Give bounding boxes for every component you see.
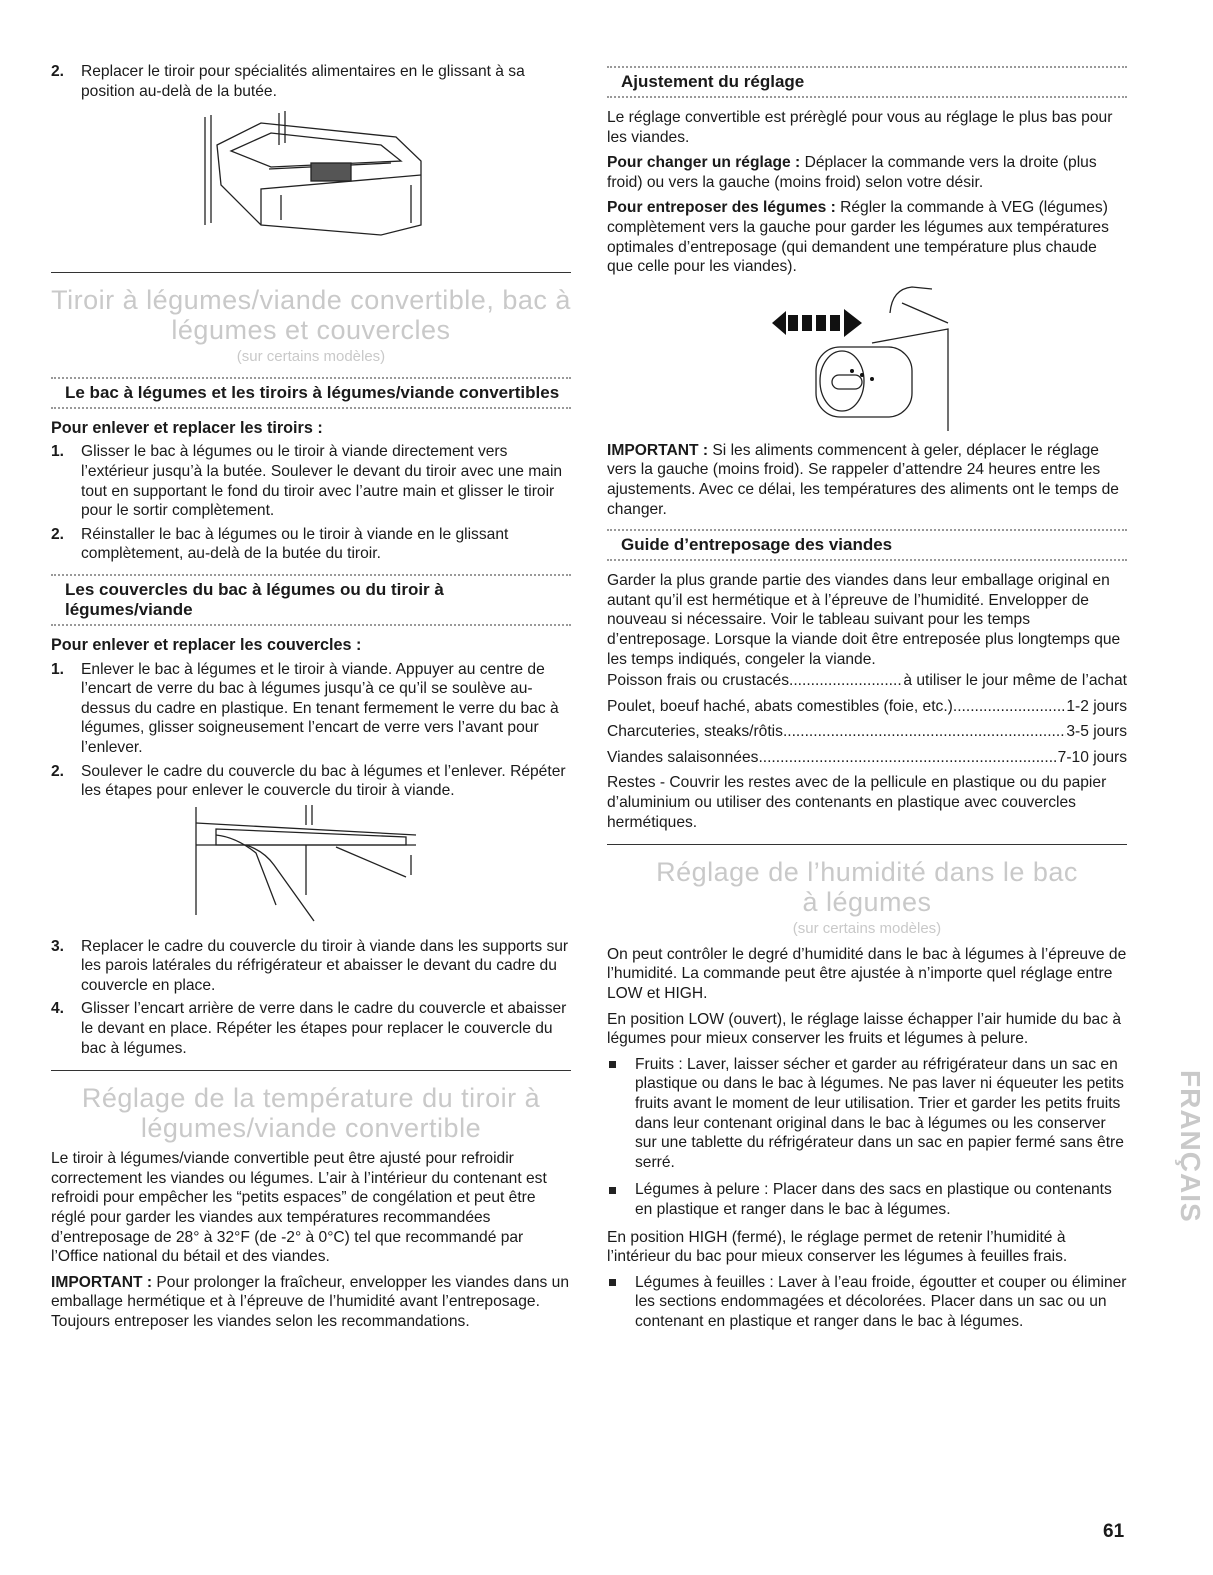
section-note: (sur certains modèles) — [236, 348, 386, 366]
paragraph: En position LOW (ouvert), le réglage laisse échapper l’air humide du bac à légumes pour mieux conserver les fruits et légumes à pelure. — [607, 1010, 1121, 1048]
paragraph: On peut contrôler le degré d’humidité dans le bac à légumes à l’épreuve de l’humidité. La commande peut être ajustée à n’importe quel réglage entre LOW et HIGH. — [607, 945, 1127, 1003]
cover-steps-list-continued — [51, 937, 571, 1059]
cover-illustration — [186, 805, 436, 925]
section-title-line-2: légumes et couvercles — [171, 315, 451, 346]
bullet-icon — [607, 1055, 635, 1173]
right-column — [607, 62, 1127, 1340]
cover-steps-list — [51, 660, 571, 801]
paragraph: IMPORTANT : Si les aliments commencent à geler, déplacer le réglage vers la gauche (moins froid). Se rappeler d’attendre 24 heures entre les ajustements. Avec ce délai, les températures des aliments ont le temps de changer. — [607, 441, 1119, 518]
important-paragraph: IMPORTANT : Pour prolonger la fraîcheur, envelopper les viandes dans un emballage hermétique et à l’épreuve de l’humidité avant l’entreposage. Toujours entreposer les viandes selon les recommandations. — [51, 1273, 570, 1330]
paragraph: En position HIGH (fermé), le réglage permet de retenir l’humidité à l’intérieur du bac pour mieux conserver les légumes à feuilles frais. — [607, 1228, 1068, 1266]
section-divider — [51, 272, 571, 273]
page-number: 61 — [1103, 1521, 1125, 1542]
list-item: Fruits : Laver, laisser sécher et garder au réfrigérateur dans un sac en plastique ou dans le bac à légumes. Ne pas laver ni équeuter les petits fruits avant le moment de leur utilisation. Trier et garder les petits fruits dans leur contenant original dans le bac à légumes ou les conserver sur une tablette du réfrigérateur dans un sac en papier fermé sans être serré. — [607, 1055, 1127, 1173]
subheading-meat-storage-guide: Guide d’entreposage des viandes — [607, 529, 1127, 561]
bullet-list-low — [607, 1055, 1127, 1220]
bullet-list-high — [607, 1273, 1127, 1332]
step-2-replace-drawer: 2. Replacer le tiroir pour spécialités alimentaires en le glissant à sa position au-delà de la butée. — [51, 63, 525, 100]
paragraph: Pour entreposer des légumes : Régler la commande à VEG (légumes) complètement vers la gauche pour garder les légumes aux températures optimales d’entreposage (qui demandent une température plus chaude que celle pour les viandes). — [607, 199, 1109, 276]
section-title-line-1: Réglage de la température du tiroir à — [81, 1083, 541, 1114]
table-row: Viandes salaisonnées ..... 7-10 jours — [607, 748, 1127, 768]
list-item: 2. Réinstaller le bac à légumes ou le tiroir à viande en le glissant complètement, au-delà de la butée du tiroir. — [51, 525, 509, 563]
paragraph: Le réglage convertible est prérèglé pour vous au réglage le plus bas pour les viandes. — [607, 109, 1113, 146]
list-item: Légumes à feuilles : Laver à l’eau froide, égoutter et couper ou éliminer les sections endommagées et décolorées. Placer dans un sac ou un contenant en plastique et ranger dans le bac à légumes. — [607, 1273, 1127, 1332]
paragraph: Garder la plus grande partie des viandes dans leur emballage original en autant qu’il est hermétique et à l’épreuve de l’humidité. Envelopper de nouveau si nécessaire. Voir le tableau suivant pour les temps d’entreposage. Lorsque la viande doit être entreposée plus longtemps que les temps indiqués, congeler la viande. — [607, 572, 1121, 668]
table-row: Charcuteries, steaks/rôtis ..... 3-5 jours — [607, 722, 1127, 742]
section-divider — [607, 844, 1127, 845]
subheading-covers: Les couvercles du bac à légumes ou du tiroir à légumes/viande — [51, 574, 571, 626]
section-title-line-2: légumes/viande convertible — [140, 1113, 482, 1144]
temperature-paragraph: Le tiroir à légumes/viande convertible peut être ajusté pour refroidir correctement les viandes ou légumes. L’air à l’intérieur du contenant est refroidi pour empêcher les “petits espaces” de congélation et peut être réglé pour garder les viandes aux températures recommandées d’entreposage de 28° à 32°F (de -2° à 0°C) tel que recommandé par l’Office national du bétail et des viandes. — [51, 1150, 547, 1266]
procedure-title-covers: Pour enlever et replacer les couvercles : — [51, 635, 362, 654]
section-title-line-1: Réglage de l’humidité dans le bac — [656, 857, 1078, 888]
section-title-line-2: à légumes — [802, 887, 932, 918]
list-item: 1. Glisser le bac à légumes ou le tiroir à viande directement vers l’extérieur jusqu’à la butée. Soulever le devant du tiroir avec une main tout en supportant le fond du tiroir avec l’autre main et glisser le tiroir pour le sortir complètement. — [51, 443, 563, 520]
table-row: Poisson frais ou crustacés ..... à utiliser le jour même de l’achat — [607, 671, 1127, 691]
table-row: Poulet, boeuf haché, abats comestibles (foie, etc.) ..... 1-2 jours — [607, 697, 1127, 717]
section-title-line-1: Tiroir à légumes/viande convertible, bac à — [51, 285, 571, 316]
drawer-illustration — [191, 105, 431, 260]
procedure-title-drawers: Pour enlever et replacer les tiroirs : — [51, 418, 323, 437]
bullet-icon — [607, 1180, 635, 1219]
left-column — [51, 62, 571, 1338]
list-item: Légumes à pelure : Placer dans des sacs en plastique ou contenants en plastique et ranger dans le bac à légumes. — [607, 1180, 1127, 1219]
drawer-steps-list — [51, 442, 571, 564]
paragraph: Pour changer un réglage : Déplacer la commande vers la droite (plus froid) ou vers la gauche (moins froid) selon votre désir. — [607, 154, 1097, 191]
bullet-icon — [607, 1273, 635, 1332]
section-note: (sur certains modèles) — [792, 920, 942, 938]
list-item: 1. Enlever le bac à légumes et le tiroir à viande. Appuyer au centre de l’encart de verre du bac à légumes jusqu’à ce qu’il se soulève au-dessus du cadre en plastique. En tenant fermement le verre du bac à légumes, glisser soigneusement l’encart de verre vers l’avant pour l’enlever. — [51, 660, 559, 756]
language-side-tab: FRANÇAIS — [1175, 1070, 1206, 1223]
control-slider-illustration — [772, 283, 962, 433]
list-item: 4. Glisser l’encart arrière de verre dans le cadre du couvercle et abaisser le devant en place. Répéter les étapes pour replacer le couvercle du bac à légumes. — [51, 1000, 567, 1057]
list-item: 2. Soulever le cadre du couvercle du bac à légumes et l’enlever. Répéter les étapes pour enlever le couvercle du tiroir à viande. — [51, 762, 566, 800]
meat-storage-table — [607, 671, 1127, 767]
subheading-crisper-drawers: Le bac à légumes et les tiroirs à légumes/viande convertibles — [51, 377, 571, 409]
section-divider — [51, 1070, 571, 1071]
list-item: 3. Replacer le cadre du couvercle du tiroir à viande dans les supports sur les parois latérales du réfrigérateur et abaisser le devant du cadre du couvercle en place. — [51, 937, 569, 994]
subheading-adjust-setting: Ajustement du réglage — [607, 66, 1127, 98]
paragraph: Restes - Couvrir les restes avec de la pellicule en plastique ou du papier d’aluminium ou utiliser des contenants en plastique avec couvercles hermétiques. — [607, 774, 1107, 831]
